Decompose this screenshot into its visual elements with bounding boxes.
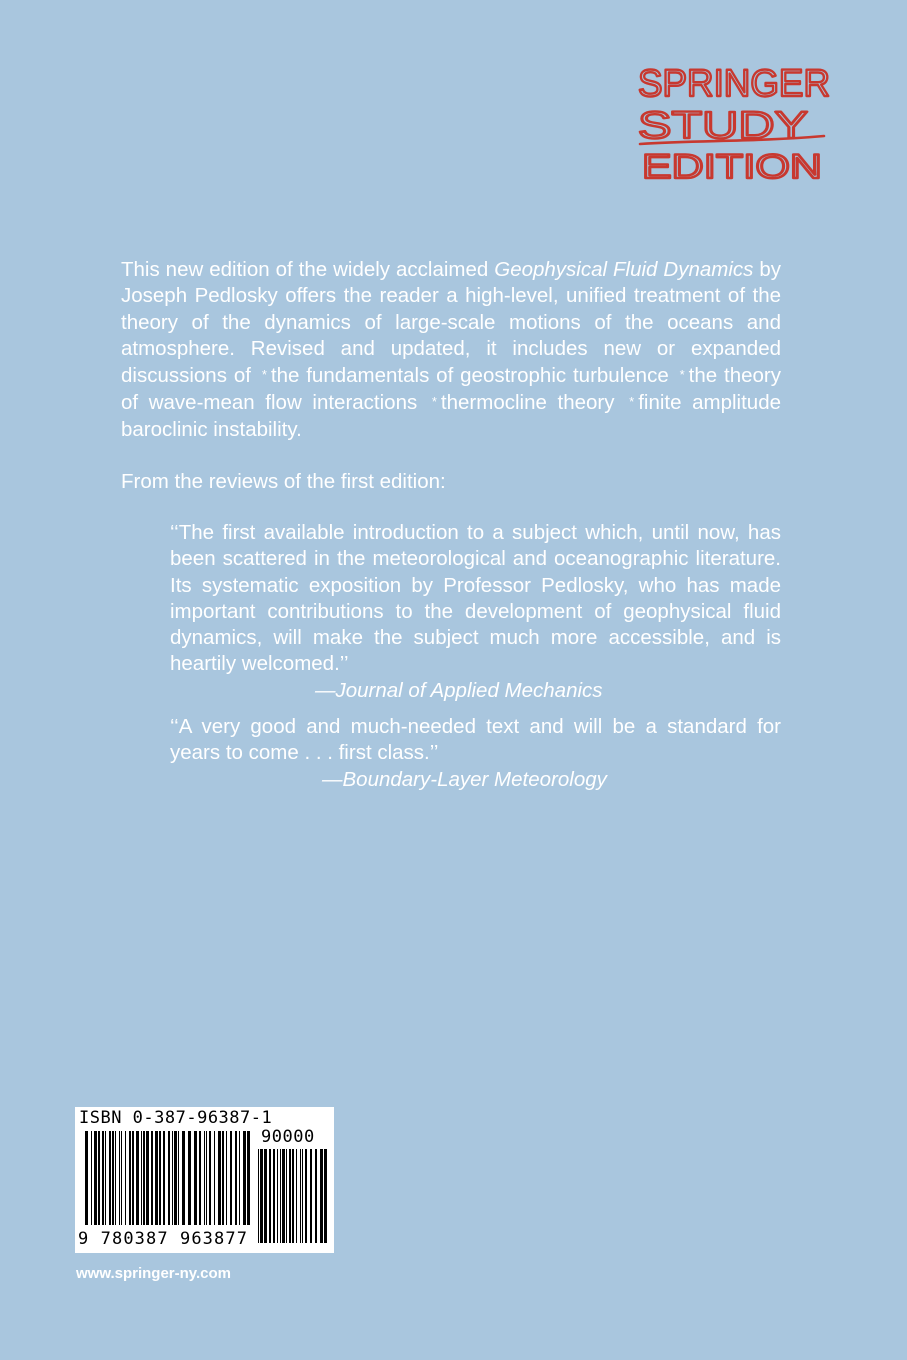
publisher-website: www.springer-ny.com <box>76 1265 232 1282</box>
barcode-bar <box>121 1131 122 1225</box>
barcode-bar <box>302 1149 303 1243</box>
logo-line-edition: EDITION <box>642 148 822 186</box>
barcode-bar <box>222 1131 224 1225</box>
isbn-number: ISBN 0-387-96387-1 <box>79 1108 273 1128</box>
barcode-bar <box>239 1131 240 1225</box>
barcode-bar <box>102 1131 104 1225</box>
review-quote <box>170 520 781 704</box>
barcode-bar <box>151 1131 153 1225</box>
barcode-bar <box>305 1149 307 1243</box>
barcode-bar <box>243 1131 246 1225</box>
bullet-icon: * <box>431 394 437 410</box>
topic-item: the theory of wave-mean flow interactions <box>121 364 782 415</box>
barcode-bar <box>98 1131 100 1225</box>
topic-item: finite amplitude baroclinic instability. <box>121 391 782 441</box>
barcode-bar <box>324 1149 327 1243</box>
topic-item: thermocline theory <box>440 391 615 415</box>
barcode-bar <box>174 1131 177 1225</box>
barcode-bar <box>286 1149 287 1243</box>
barcode-bar <box>315 1149 317 1243</box>
barcode-bar <box>277 1149 278 1243</box>
barcode-bar <box>94 1131 97 1225</box>
barcode-bar <box>258 1149 259 1243</box>
barcode-bar <box>206 1131 207 1225</box>
barcode-bar <box>168 1131 170 1225</box>
barcode-bar <box>159 1131 161 1225</box>
barcode-bar <box>310 1149 312 1243</box>
barcode-bar <box>105 1131 106 1225</box>
barcode-bar <box>132 1131 134 1225</box>
bullet-icon: * <box>261 367 267 383</box>
barcode-bar <box>280 1149 281 1243</box>
review-text: ‘‘A very good and much-needed text and will be a standard for years to come . . . first class.’’ <box>170 715 781 765</box>
book-title: Geophysical Fluid Dynamics <box>494 258 754 281</box>
barcode-bar <box>269 1149 271 1243</box>
barcode-bar <box>143 1131 145 1225</box>
logo-line-springer: SPRINGER <box>638 63 830 105</box>
barcode-bar <box>115 1131 116 1225</box>
blurb-intro: This new edition of the widely acclaimed <box>121 258 489 281</box>
barcode-bar <box>214 1131 215 1225</box>
barcode-bar <box>235 1131 237 1225</box>
barcode-bar <box>194 1131 197 1225</box>
springer-study-edition-logo <box>636 58 836 188</box>
barcode-bar <box>204 1131 205 1225</box>
barcode-bar <box>282 1149 285 1243</box>
barcode-bar <box>178 1131 179 1225</box>
barcode-bar <box>230 1131 232 1225</box>
barcode-bar <box>320 1149 323 1243</box>
ean-number: 9 780387 963877 <box>78 1229 249 1249</box>
bullet-icon: * <box>629 394 635 410</box>
review-source: —Boundary-Layer Meteorology <box>322 767 607 791</box>
barcode-bar <box>218 1131 221 1225</box>
barcode-bar <box>109 1131 111 1225</box>
barcode-bar <box>136 1131 139 1225</box>
barcode-bar <box>199 1131 201 1225</box>
barcode-bar <box>289 1149 291 1243</box>
barcode-bar <box>226 1131 227 1225</box>
barcode-bar <box>296 1149 297 1243</box>
barcode-bar <box>112 1131 114 1225</box>
barcode-bar <box>141 1131 142 1225</box>
logo-line-study: STUDY <box>638 105 808 147</box>
barcode-bar <box>91 1131 92 1225</box>
barcode-bar <box>85 1131 88 1225</box>
book-description <box>121 257 781 443</box>
reviews-heading: From the reviews of the first edition: <box>121 470 446 493</box>
blurb-body: by Joseph Pedlosky offers the reader a high-level, unified treatment of the theory of the dynamics of large-scale motions of the oceans and atmosphere. Revised and updated, it includes new or expanded discussions of <box>121 258 781 388</box>
review-text: ‘‘The first available introduction to a subject which, until now, has been scattered in the meteorological and oceanographic literature. Its systematic exposition by Professor Pedlosky, who has made important contributions to the development of geophysical fluid dynamics, will make the subject much more accessible, and is heartily welcomed.’’ <box>170 521 781 676</box>
topic-item: the fundamentals of geostrophic turbulence <box>270 364 669 388</box>
review-quote <box>170 714 781 793</box>
barcode-bar <box>209 1131 211 1225</box>
barcode-bar <box>125 1131 126 1225</box>
logo-lettering <box>636 58 836 188</box>
barcode-bar <box>273 1149 275 1243</box>
barcode-bar <box>155 1131 158 1225</box>
barcode-bar <box>172 1131 173 1225</box>
barcode-bar <box>119 1131 120 1225</box>
barcode-bar <box>146 1131 149 1225</box>
bullet-icon: * <box>679 367 685 383</box>
barcode-bar <box>300 1149 301 1243</box>
barcode-bar <box>292 1149 294 1243</box>
barcode-bar <box>264 1149 267 1243</box>
barcode-bar <box>260 1149 263 1243</box>
barcode-bar <box>129 1131 131 1225</box>
barcode-bar <box>247 1131 250 1225</box>
barcode-bar <box>163 1131 165 1225</box>
isbn-barcode <box>75 1107 334 1253</box>
barcode-bar <box>182 1131 185 1225</box>
barcode-bar <box>188 1131 191 1225</box>
review-source: —Journal of Applied Mechanics <box>315 678 603 702</box>
price-code: 90000 <box>261 1127 315 1147</box>
